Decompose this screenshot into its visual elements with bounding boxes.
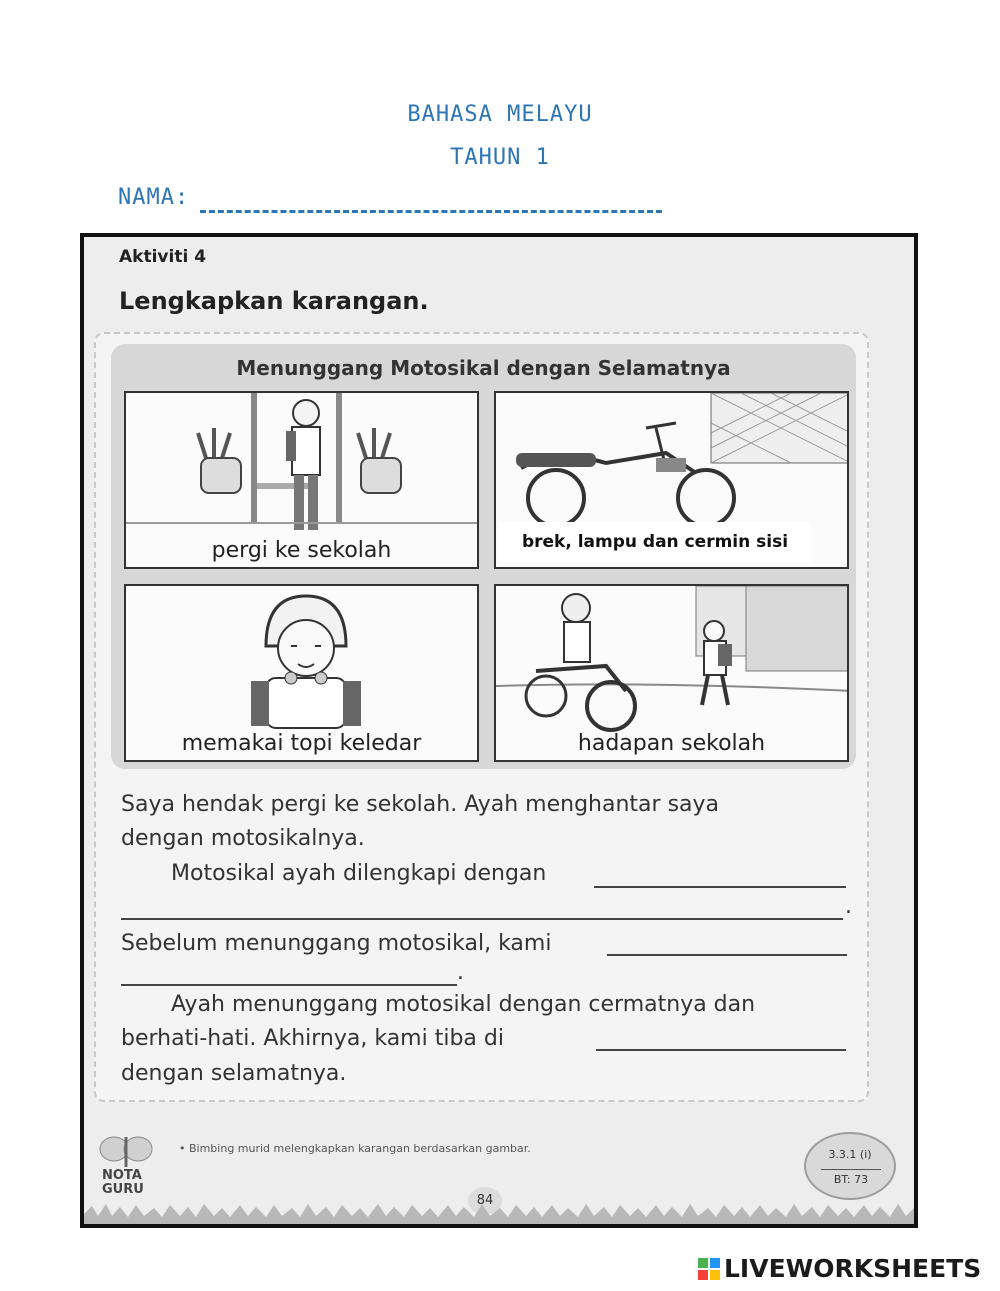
story-line-9: dengan selamatnya. (121, 1061, 347, 1086)
liveworksheets-logo[interactable]: LIVEWORKSHEETS (724, 1254, 982, 1283)
story-line-3: Motosikal ayah dilengkapi dengan (171, 861, 547, 886)
caption-4: hadapan sekolah (577, 731, 766, 756)
story-line-5: Sebelum menunggang motosikal, kami (121, 931, 552, 956)
worksheet-frame (80, 233, 918, 1228)
answer-blank-before-riding-1[interactable] (607, 954, 847, 956)
picture-panel (111, 344, 856, 769)
work-area (94, 332, 869, 1102)
teacher-note-label: NOTA GURU (102, 1168, 144, 1197)
liveworksheets-logo-icon (698, 1258, 720, 1280)
subject-title: BAHASA MELAYU (407, 102, 593, 127)
caption-2: brek, lampu dan cermin sisi (499, 522, 811, 562)
name-label: NAMA: (118, 185, 190, 210)
page-number: 84 (468, 1187, 502, 1215)
panel-title: Menunggang Motosikal dengan Selamatnya (236, 356, 731, 380)
story-line-2: dengan motosikalnya. (121, 826, 365, 851)
worksheet-page (84, 237, 914, 1224)
picture-front-of-school (494, 584, 849, 762)
name-input-line[interactable] (200, 210, 662, 213)
teacher-note-text: • Bimbing murid melengkapkan karangan berdasarkan gambar. (179, 1142, 531, 1155)
story-line-1: Saya hendak pergi ke sekolah. Ayah menghantar saya (121, 792, 720, 817)
caption-1: pergi ke sekolah (211, 538, 392, 563)
badge-bt: BT: 73 (821, 1169, 881, 1186)
picture-wearing-helmet (124, 584, 479, 762)
answer-blank-equipment-1[interactable] (594, 886, 846, 888)
caption-3: memakai topi keledar (181, 731, 422, 756)
year-title: TAHUN 1 (450, 145, 550, 170)
activity-label: Aktiviti 4 (119, 247, 207, 267)
story-period-1: . (845, 894, 852, 919)
story-line-7: Ayah menunggang motosikal dengan cermatnya dan (171, 992, 756, 1017)
picture-going-to-school (124, 391, 479, 569)
story-line-8: berhati-hati. Akhirnya, kami tiba di (121, 1026, 504, 1051)
answer-blank-arrival[interactable] (596, 1049, 846, 1051)
badge-code: 3.3.1 (i) (828, 1148, 872, 1161)
grass-border (84, 1202, 914, 1224)
standard-badge (804, 1132, 896, 1200)
answer-blank-before-riding-2[interactable] (121, 984, 457, 986)
story-period-2: . (457, 960, 464, 985)
instruction-text: Lengkapkan karangan. (119, 287, 429, 315)
picture-motorcycle (494, 391, 849, 569)
answer-blank-equipment-2[interactable] (121, 918, 843, 920)
